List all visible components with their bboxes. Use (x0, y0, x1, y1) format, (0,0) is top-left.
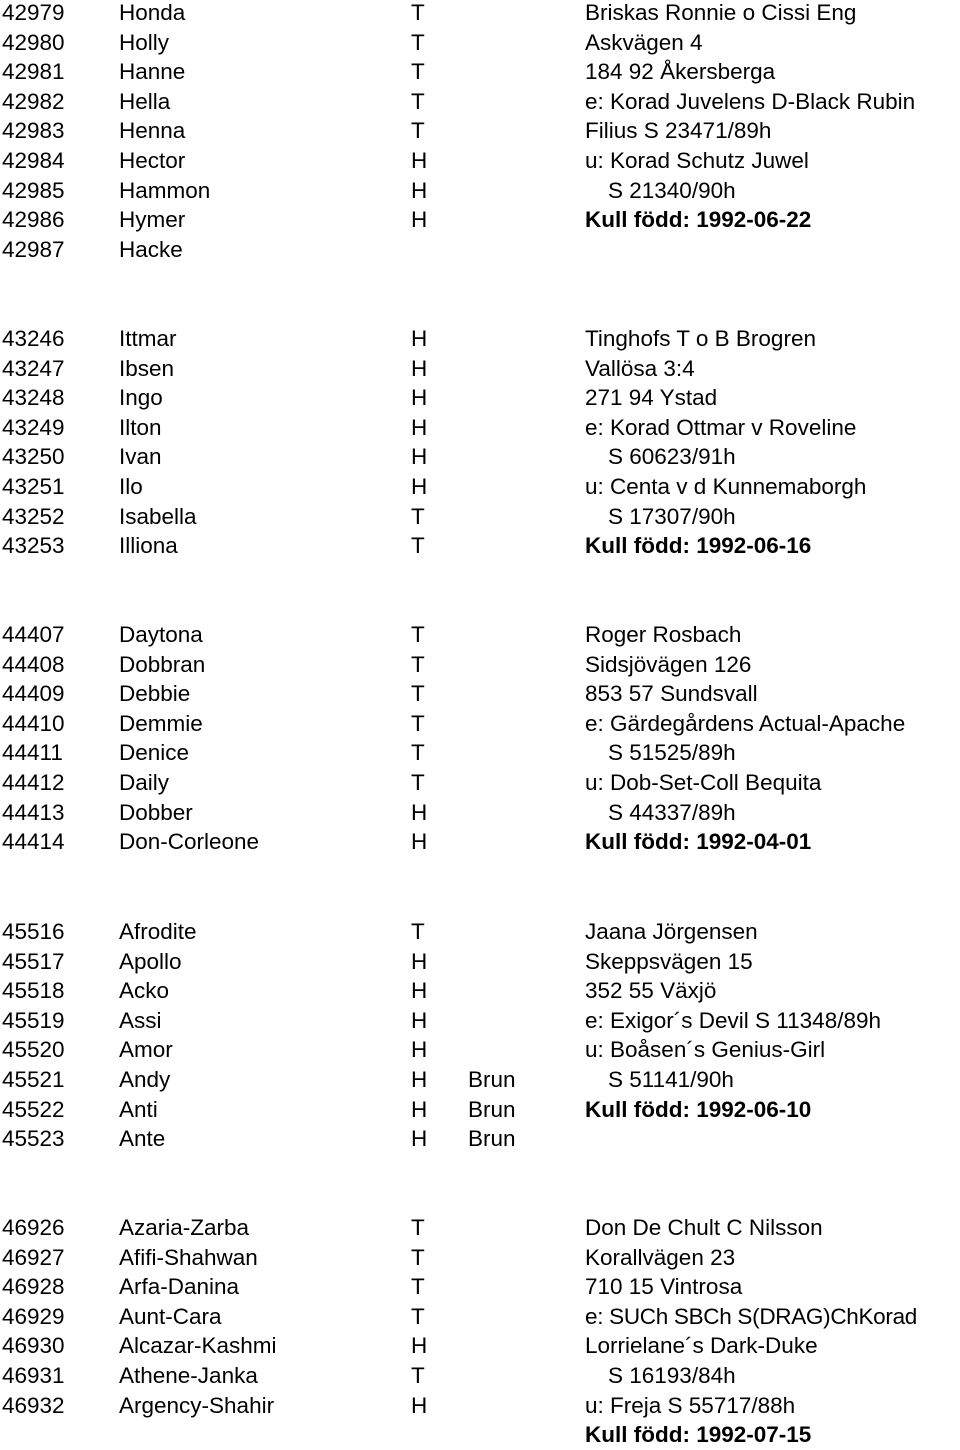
registration-number: 45517 (2, 948, 65, 974)
litter-row (0, 650, 960, 680)
sex-code: H (411, 385, 428, 411)
registration-number: 42984 (2, 147, 65, 173)
puppy-name: Ante (119, 1126, 166, 1152)
puppy-name: Hammon (119, 177, 211, 203)
puppy-name: Holly (119, 29, 170, 55)
litter-info: 184 92 Åkersberga (585, 59, 776, 85)
registration-number: 44410 (2, 710, 65, 736)
sex-code: T (411, 0, 425, 25)
registration-number: 46929 (2, 1303, 65, 1329)
litter-info: S 51525/89h (608, 740, 736, 766)
litter-info: Jaana Jörgensen (585, 919, 758, 944)
litter-row (0, 1065, 960, 1095)
registration-number: 42982 (2, 88, 65, 114)
litter-info: u: Boåsen´s Genius-Girl (585, 1037, 826, 1063)
litter-row (0, 354, 960, 384)
sex-code: H (411, 177, 428, 203)
registration-number: 45519 (2, 1007, 65, 1033)
sex-code: T (411, 1303, 425, 1329)
litter-info: Kull född: 1992-07-15 (585, 1422, 812, 1448)
registration-number: 45521 (2, 1066, 65, 1092)
litter-info: Sidsjövägen 126 (585, 651, 752, 677)
litter-info: Kull född: 1992-06-10 (585, 1096, 812, 1122)
puppy-name: Ittmar (119, 326, 177, 351)
litter-row (0, 738, 960, 768)
litter-info: Lorrielane´s Dark-Duke (585, 1333, 818, 1359)
litter-row (0, 1272, 960, 1302)
registration-number: 44414 (2, 829, 65, 855)
puppy-name: Anti (119, 1096, 158, 1122)
litter-row (0, 472, 960, 502)
litter-info: Vallösa 3:4 (585, 355, 695, 381)
sex-code: H (411, 1333, 428, 1359)
litter-block (0, 1213, 960, 1450)
litter-info: 271 94 Ystad (585, 385, 718, 411)
litter-row (0, 709, 960, 739)
litter-info: e: Exigor´s Devil S 11348/89h (585, 1007, 881, 1033)
litter-row (0, 1391, 960, 1421)
puppy-name: Argency-Shahir (119, 1392, 275, 1418)
litter-row (0, 768, 960, 798)
registration-number: 42983 (2, 118, 65, 144)
sex-code: T (411, 1215, 425, 1240)
puppy-name: Alcazar-Kashmi (119, 1333, 277, 1359)
sex-code: T (411, 710, 425, 736)
registration-number: 43250 (2, 444, 65, 470)
sex-code: T (411, 651, 425, 677)
litter-info: u: Dob-Set-Coll Bequita (585, 769, 822, 795)
puppy-name: Ilo (119, 473, 143, 499)
litter-row (0, 1035, 960, 1065)
registration-number: 44412 (2, 769, 65, 795)
litter-info: S 60623/91h (608, 444, 736, 470)
litter-row (0, 798, 960, 828)
registration-number: 46926 (2, 1215, 65, 1240)
litter-row (0, 1243, 960, 1273)
registration-number: 46932 (2, 1392, 65, 1418)
registration-number: 44407 (2, 622, 65, 647)
sex-code: T (411, 503, 425, 529)
litter-block (0, 917, 960, 1154)
sex-code: H (411, 355, 428, 381)
litter-row (0, 620, 960, 650)
sex-code: T (411, 1244, 425, 1270)
litter-row (0, 679, 960, 709)
litter-row (0, 976, 960, 1006)
sex-code: H (411, 147, 428, 173)
puppy-name: Hanne (119, 59, 186, 85)
litter-info: S 16193/84h (608, 1362, 736, 1388)
registration-number: 42987 (2, 236, 65, 262)
registration-number: 45522 (2, 1096, 65, 1122)
puppy-name: Aunt-Cara (119, 1303, 222, 1329)
puppy-name: Illiona (119, 533, 178, 559)
litter-info: Skeppsvägen 15 (585, 948, 753, 974)
sex-code: H (411, 1096, 428, 1122)
registration-number: 42986 (2, 207, 65, 233)
registration-number: 46931 (2, 1362, 65, 1388)
puppy-name: Ibsen (119, 355, 175, 381)
litter-row (0, 146, 960, 176)
puppy-name: Hella (119, 88, 171, 114)
puppy-name: Debbie (119, 681, 191, 707)
puppy-name: Dobber (119, 799, 193, 825)
litter-info: Don De Chult C Nilsson (585, 1215, 823, 1240)
litter-info: Kull född: 1992-06-16 (585, 533, 812, 559)
litter-info: u: Korad Schutz Juwel (585, 147, 809, 173)
litter-info: e: Korad Ottmar v Roveline (585, 414, 857, 440)
puppy-name: Daily (119, 769, 170, 795)
registration-number: 43247 (2, 355, 65, 381)
litter-info: Kull född: 1992-06-22 (585, 207, 812, 233)
sex-code: T (411, 681, 425, 707)
registration-number: 42979 (2, 0, 65, 25)
sex-code: H (411, 948, 428, 974)
puppy-name: Apollo (119, 948, 182, 974)
coat-color: Brun (468, 1066, 516, 1092)
puppy-name: Demmie (119, 710, 203, 736)
litter-info: S 51141/90h (608, 1066, 734, 1092)
sex-code: T (411, 88, 425, 114)
litter-row (0, 324, 960, 354)
litter-row (0, 413, 960, 443)
registration-number: 43249 (2, 414, 65, 440)
coat-color: Brun (468, 1126, 516, 1152)
sex-code: H (411, 1007, 428, 1033)
sex-code: T (411, 740, 425, 766)
registration-number: 44409 (2, 681, 65, 707)
registration-number: 43253 (2, 533, 65, 559)
litter-row (0, 0, 960, 28)
litter-info: u: Centa v d Kunnemaborgh (585, 473, 867, 499)
puppy-name: Dobbran (119, 651, 206, 677)
sex-code: H (411, 1066, 428, 1092)
registration-number: 43251 (2, 473, 65, 499)
litter-row (0, 1124, 960, 1154)
litter-row (0, 28, 960, 58)
sex-code: T (411, 1274, 425, 1300)
puppy-name: Hector (119, 147, 186, 173)
coat-color: Brun (468, 1096, 516, 1122)
litter-info: S 21340/90h (608, 177, 736, 203)
litter-info: Kull född: 1992-04-01 (585, 829, 812, 855)
registration-number: 42981 (2, 59, 65, 85)
puppy-name: Honda (119, 0, 186, 25)
sex-code: T (411, 59, 425, 85)
litter-info: S 17307/90h (608, 503, 736, 529)
puppy-name: Isabella (119, 503, 197, 529)
litter-row (0, 502, 960, 532)
registration-number: 44411 (2, 740, 63, 766)
litter-info: Tinghofs T o B Brogren (585, 326, 816, 351)
sex-code: T (411, 533, 425, 559)
litter-row (0, 917, 960, 947)
puppy-name: Acko (119, 978, 170, 1004)
litter-row (0, 947, 960, 977)
sex-code: T (411, 622, 425, 647)
litter-row (0, 531, 960, 561)
sex-code: H (411, 829, 428, 855)
sex-code: H (411, 1126, 428, 1152)
sex-code: T (411, 1362, 425, 1388)
registration-number: 43252 (2, 503, 65, 529)
litter-info: e: Korad Juvelens D-Black Rubin (585, 88, 916, 114)
litter-block (0, 0, 960, 264)
sex-code: T (411, 769, 425, 795)
sex-code: H (411, 1037, 428, 1063)
litter-info: Askvägen 4 (585, 29, 703, 55)
sex-code: H (411, 978, 428, 1004)
registration-number: 43248 (2, 385, 65, 411)
puppy-name: Denice (119, 740, 190, 766)
puppy-name: Hymer (119, 207, 186, 233)
registration-number: 45520 (2, 1037, 65, 1063)
litter-row (0, 1095, 960, 1125)
sex-code: H (411, 799, 428, 825)
puppy-name: Daytona (119, 622, 203, 647)
registration-number: 43246 (2, 326, 65, 351)
registration-number: 46930 (2, 1333, 65, 1359)
litter-info: e: SUCh SBCh S(DRAG)ChKorad (585, 1303, 918, 1329)
puppy-name: Afifi-Shahwan (119, 1244, 258, 1270)
litter-info: S 44337/89h (608, 799, 736, 825)
sex-code: T (411, 118, 425, 144)
puppy-name: Andy (119, 1066, 171, 1092)
litter-info: 352 55 Växjö (585, 978, 717, 1004)
registration-number: 45518 (2, 978, 65, 1004)
litter-row (0, 57, 960, 87)
puppy-name: Afrodite (119, 919, 197, 944)
litter-row (0, 827, 960, 857)
registration-number: 45523 (2, 1126, 65, 1152)
litter-row (0, 87, 960, 117)
sex-code: H (411, 1392, 428, 1418)
litter-block (0, 324, 960, 561)
litter-info: e: Gärdegårdens Actual-Apache (585, 710, 906, 736)
registration-number: 45516 (2, 919, 65, 944)
puppy-name: Azaria-Zarba (119, 1215, 250, 1240)
puppy-name: Don-Corleone (119, 829, 260, 855)
litter-row (0, 235, 960, 265)
litter-row (0, 116, 960, 146)
puppy-name: Assi (119, 1007, 162, 1033)
puppy-name: Hacke (119, 236, 183, 262)
litter-block (0, 620, 960, 857)
puppy-name: Ilton (119, 414, 162, 440)
litter-row (0, 383, 960, 413)
litter-info: 853 57 Sundsvall (585, 681, 758, 707)
litter-row (0, 1420, 960, 1450)
registration-number: 44408 (2, 651, 65, 677)
puppy-name: Amor (119, 1037, 173, 1063)
litter-row (0, 176, 960, 206)
registration-number: 46927 (2, 1244, 65, 1270)
registration-number: 44413 (2, 799, 65, 825)
puppy-name: Ivan (119, 444, 162, 470)
registration-number: 42985 (2, 177, 65, 203)
litter-info: Roger Rosbach (585, 622, 742, 647)
litter-row (0, 1302, 960, 1332)
registration-number: 46928 (2, 1274, 65, 1300)
litter-info: Briskas Ronnie o Cissi Eng (585, 0, 857, 25)
litter-info: 710 15 Vintrosa (585, 1274, 743, 1300)
litter-info: Filius S 23471/89h (585, 118, 772, 144)
litter-info: Korallvägen 23 (585, 1244, 736, 1270)
litter-row (0, 1361, 960, 1391)
sex-code: H (411, 473, 428, 499)
litter-row (0, 205, 960, 235)
litter-row (0, 1006, 960, 1036)
litter-row (0, 1213, 960, 1243)
puppy-name: Athene-Janka (119, 1362, 258, 1388)
sex-code: H (411, 414, 428, 440)
registration-number: 42980 (2, 29, 65, 55)
sex-code: H (411, 207, 428, 233)
puppy-name: Ingo (119, 385, 163, 411)
sex-code: H (411, 444, 428, 470)
sex-code: T (411, 29, 425, 55)
litter-info: u: Freja S 55717/88h (585, 1392, 796, 1418)
sex-code: T (411, 919, 425, 944)
puppy-name: Henna (119, 118, 186, 144)
puppy-name: Arfa-Danina (119, 1274, 240, 1300)
sex-code: H (411, 326, 428, 351)
litter-row (0, 1331, 960, 1361)
litter-row (0, 442, 960, 472)
